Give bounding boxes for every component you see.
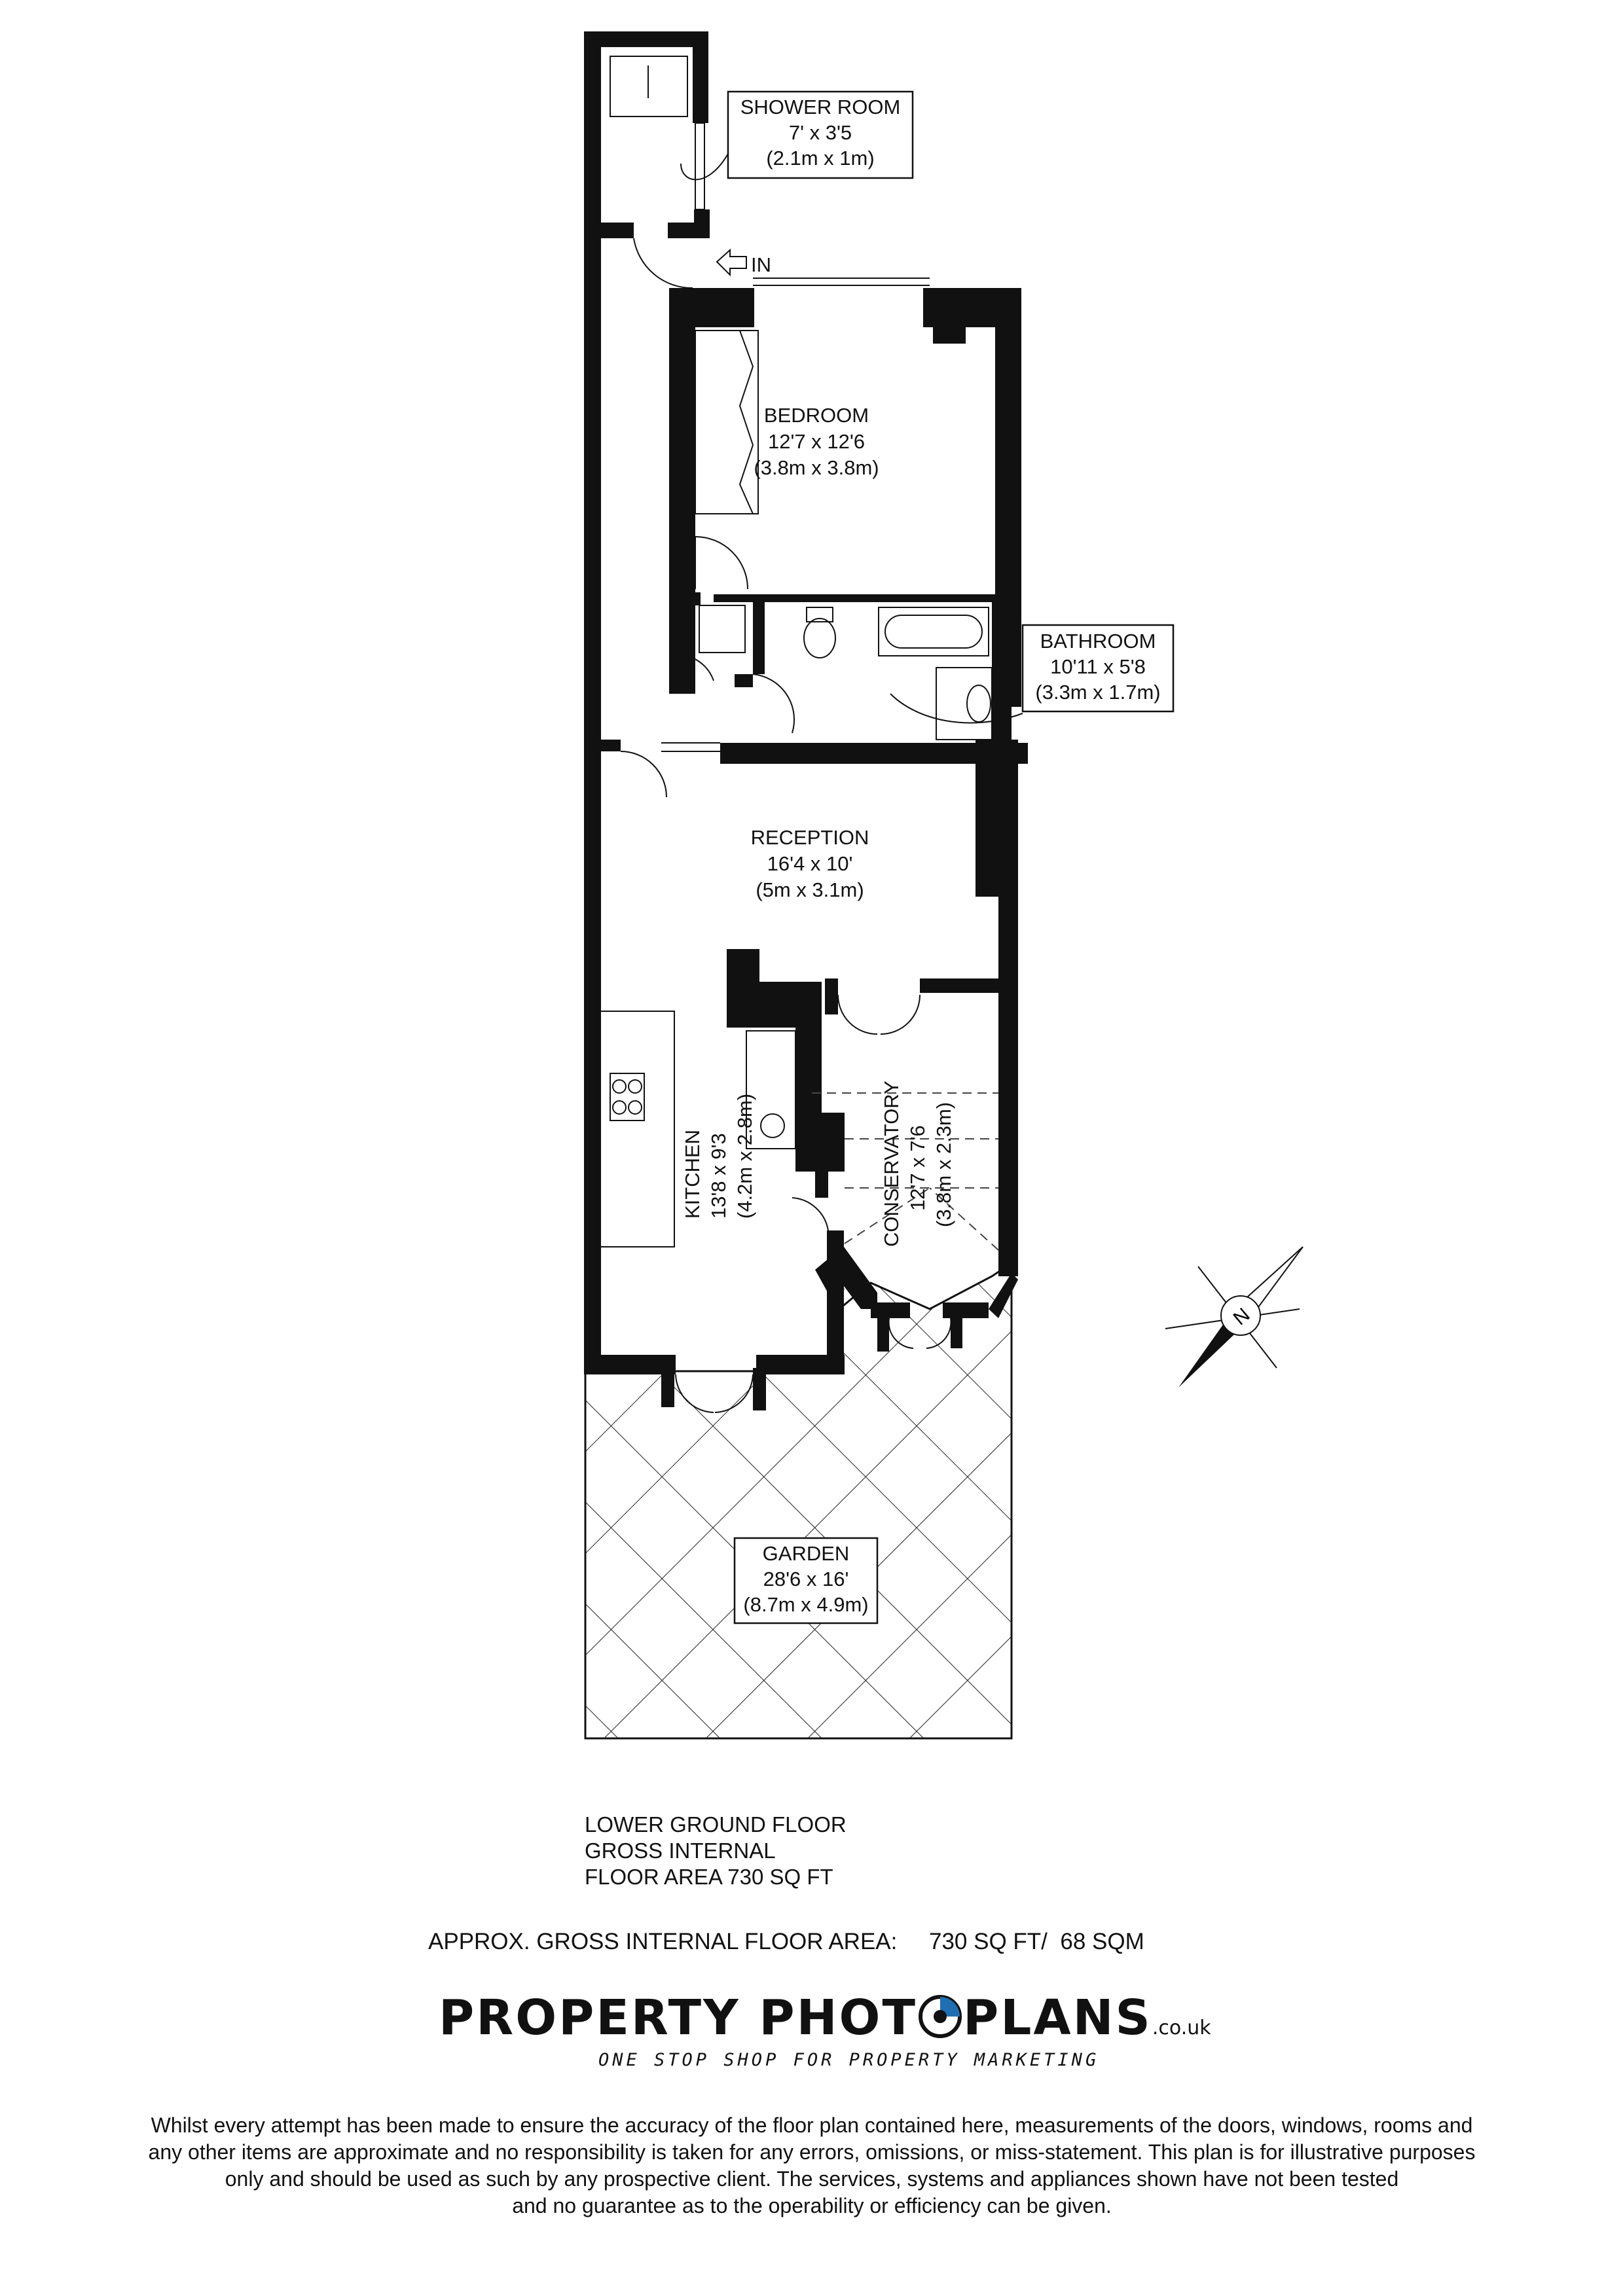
bathroom-name: BATHROOM <box>1040 630 1156 653</box>
floor-info <box>585 1812 847 1890</box>
disclaimer-line-3: only and should be used as such by any prospective client. The services, systems and appliances shown have not been tested <box>225 2167 1399 2191</box>
kitchen-label <box>681 1094 756 1219</box>
kitchen-name: KITCHEN <box>681 1129 704 1219</box>
entrance-label: IN <box>751 253 771 276</box>
garden-label <box>735 1538 877 1623</box>
bathroom-label <box>1023 625 1173 711</box>
disclaimer <box>39 2112 1584 2219</box>
compass-icon <box>1165 1247 1303 1388</box>
brand-name-left: PROPERTY PHOT <box>439 1990 917 2046</box>
conservatory-metric: (3.8m x 2.3m) <box>932 1102 955 1227</box>
area-summary-sqft: 730 SQ FT/ <box>929 1929 1048 1954</box>
brand-name <box>439 1990 1211 2046</box>
reception-label <box>751 826 869 901</box>
reception-dims: 16'4 x 10' <box>767 852 853 875</box>
garden-name: GARDEN <box>762 1542 850 1565</box>
conservatory-label <box>880 1081 955 1247</box>
walls <box>584 31 1028 1410</box>
garden-dims: 28'6 x 16' <box>763 1568 849 1590</box>
reception-name: RECEPTION <box>750 826 869 849</box>
brand-suffix: .co.uk <box>1152 2017 1211 2039</box>
bedroom-metric: (3.8m x 3.8m) <box>754 456 879 479</box>
brand-name-right: PLANS <box>962 1990 1152 2046</box>
floor-info-line-1: LOWER GROUND FLOOR <box>585 1812 847 1837</box>
disclaimer-line-2: any other items are approximate and no responsibility is taken for any errors, omissions, or miss-statement. This plan is for illustrative purposes <box>148 2140 1476 2164</box>
bathroom-dims: 10'11 x 5'8 <box>1050 655 1146 678</box>
bedroom-label <box>754 404 879 479</box>
shower-room-name: SHOWER ROOM <box>740 96 901 118</box>
conservatory-dims: 12'7 x 7'6 <box>906 1125 929 1211</box>
camera-aperture-icon <box>917 1994 963 2039</box>
kitchen-dims: 13'8 x 9'3 <box>707 1133 730 1219</box>
bedroom-name: BEDROOM <box>763 404 869 427</box>
conservatory-name: CONSERVATORY <box>880 1081 903 1247</box>
area-summary <box>428 1929 1144 1955</box>
brand-tagline: ONE STOP SHOP FOR PROPERTY MARKETING <box>598 2050 1100 2070</box>
garden-metric: (8.7m x 4.9m) <box>743 1593 869 1616</box>
floor-info-line-3: FLOOR AREA 730 SQ FT <box>585 1865 833 1889</box>
reception-metric: (5m x 3.1m) <box>756 878 864 901</box>
compass-label: N <box>1229 1304 1254 1330</box>
shower-room-dims: 7' x 3'5 <box>788 121 852 144</box>
bathroom-metric: (3.3m x 1.7m) <box>1035 681 1161 704</box>
bedroom-dims: 12'7 x 12'6 <box>767 430 866 453</box>
area-summary-sqm: 68 SQM <box>1060 1929 1144 1954</box>
area-summary-label: APPROX. GROSS INTERNAL FLOOR AREA: <box>428 1929 898 1954</box>
brand-logo <box>439 1990 1224 2075</box>
shower-room-metric: (2.1m x 1m) <box>766 147 875 170</box>
floor-info-line-2: GROSS INTERNAL <box>585 1839 776 1863</box>
disclaimer-line-4: and no guarantee as to the operability or efficiency can be given. <box>512 2194 1112 2217</box>
disclaimer-line-1: Whilst every attempt has been made to ensure the accuracy of the floor plan contained here, measurements of the doors, windows, rooms and <box>151 2113 1473 2137</box>
kitchen-metric: (4.2m x 2.8m) <box>733 1093 756 1219</box>
shower-room-label <box>728 92 913 178</box>
